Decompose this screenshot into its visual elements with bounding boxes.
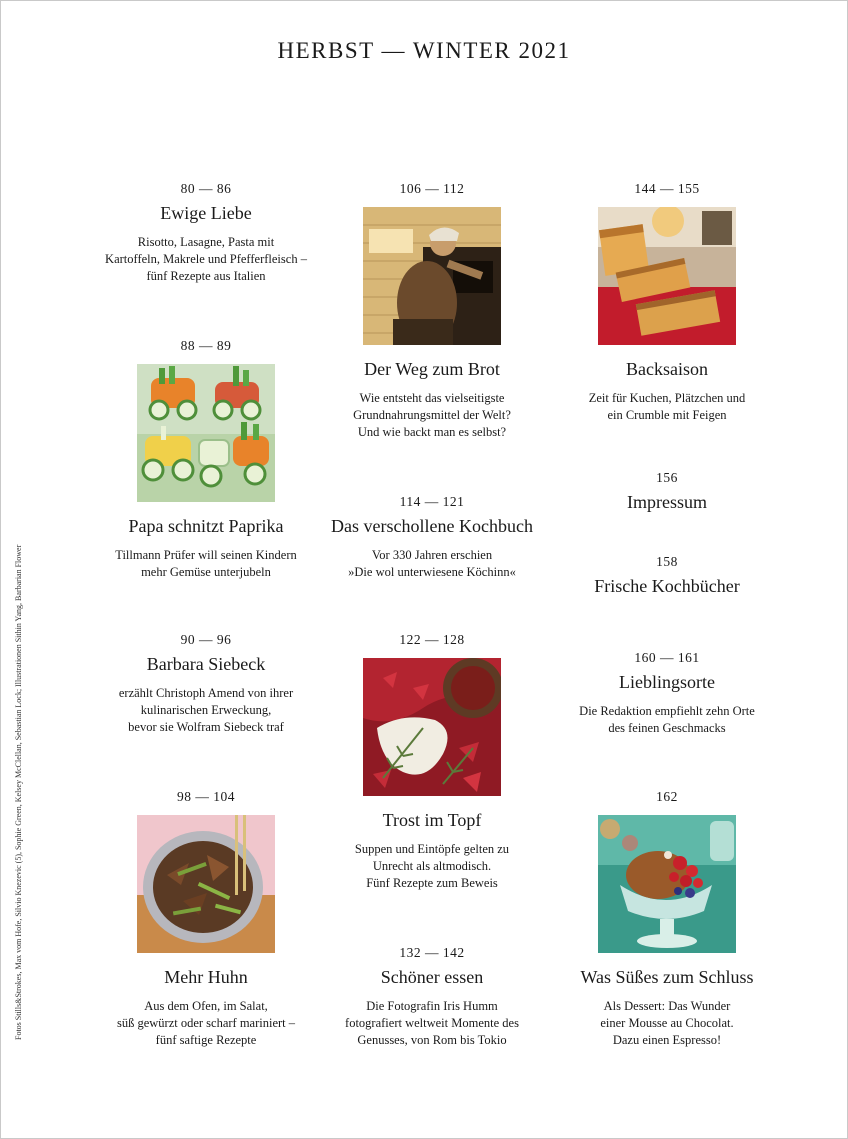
article-title: Backsaison xyxy=(626,359,708,379)
toc-entry-ewige-liebe[interactable] xyxy=(86,181,326,285)
article-title: Was Süßes zum Schluss xyxy=(580,967,754,987)
page-range: 162 xyxy=(656,789,678,804)
page-range: 156 xyxy=(656,470,678,485)
photo-credits: Fotos Stills&Strokes, Max vom Hofe, Silvio Knezevic (5), Sophie Green, Kelsey McClellan, Sebastian Lock; Illustrationen Sithin Yang, Barbarian Flower xyxy=(14,544,23,1040)
toc-entry-lieblingsorte[interactable] xyxy=(547,650,787,737)
article-description: Die Redaktion empfiehlt zehn Orte des feinen Geschmacks xyxy=(579,704,755,735)
toc-entry-was-suesses-zum-schluss[interactable] xyxy=(547,789,787,1049)
toc-entry-der-weg-zum-brot[interactable] xyxy=(312,181,552,441)
toc-entry-das-verschollene-kochbuch[interactable] xyxy=(312,494,552,581)
article-description: Die Fotografin Iris Humm fotografiert weltweit Momente des Genusses, von Rom bis Tokio xyxy=(345,999,519,1047)
issue-title: HERBST — WINTER 2021 xyxy=(277,38,571,63)
article-title: Trost im Topf xyxy=(382,810,482,830)
beetroot-stew-photo xyxy=(363,658,501,796)
page-range: 114 — 121 xyxy=(399,494,465,509)
page-range: 158 xyxy=(656,554,678,569)
article-description: Zeit für Kuchen, Plätzchen und ein Crumble mit Feigen xyxy=(588,391,746,422)
page-range: 160 — 161 xyxy=(634,650,700,665)
toc-entry-mehr-huhn[interactable] xyxy=(86,789,326,1049)
page-range: 80 — 86 xyxy=(180,181,232,196)
page-range: 106 — 112 xyxy=(399,181,465,196)
toc-entry-impressum[interactable] xyxy=(547,470,787,513)
toc-entry-trost-im-topf[interactable] xyxy=(312,632,552,892)
dessert-cup-photo xyxy=(598,815,736,953)
page-range: 122 — 128 xyxy=(399,632,465,647)
article-title: Lieblingsorte xyxy=(619,672,715,692)
toc-entry-frische-kochbuecher[interactable] xyxy=(547,554,787,597)
article-description: Wie entsteht das vielseitigste Grundnahrungsmittel der Welt? Und wie backt man es selbst? xyxy=(353,391,511,439)
article-title: Der Weg zum Brot xyxy=(364,359,500,379)
article-title: Barbara Siebeck xyxy=(146,654,266,674)
article-description: Aus dem Ofen, im Salat, süß gewürzt oder scharf mariniert – fünf saftige Rezepte xyxy=(116,999,296,1047)
article-description: Suppen und Eintöpfe gelten zu Unrecht als altmodisch. Fünf Rezepte zum Beweis xyxy=(354,842,510,890)
article-description: erzählt Christoph Amend von ihrer kulinarischen Erweckung, bevor sie Wolfram Siebeck traf xyxy=(118,686,294,734)
cake-slices-photo xyxy=(598,207,736,345)
page-range: 88 — 89 xyxy=(180,338,232,353)
toc-entry-schoener-essen[interactable] xyxy=(312,945,552,1049)
chicken-tray-photo xyxy=(137,815,275,953)
article-title: Impressum xyxy=(627,492,707,512)
page-range: 98 — 104 xyxy=(177,789,235,804)
vegetable-cars-illustration xyxy=(137,364,275,502)
page-range: 144 — 155 xyxy=(634,181,700,196)
article-description: Tillmann Prüfer will seinen Kindern mehr Gemüse unterjubeln xyxy=(115,548,297,579)
toc-entry-backsaison[interactable] xyxy=(547,181,787,424)
article-title: Ewige Liebe xyxy=(160,203,252,223)
toc-entry-barbara-siebeck[interactable] xyxy=(86,632,326,736)
article-title: Schöner essen xyxy=(380,967,484,987)
article-title: Frische Kochbücher xyxy=(594,576,740,596)
toc-entry-papa-schnitzt-paprika[interactable] xyxy=(86,338,326,581)
article-description: Risotto, Lasagne, Pasta mit Kartoffeln, Makrele und Pfefferfleisch – fünf Rezepte aus Italien xyxy=(105,235,307,283)
baker-oven-photo xyxy=(363,207,501,345)
article-title: Das verschollene Kochbuch xyxy=(331,516,533,536)
article-title: Papa schnitzt Paprika xyxy=(128,516,284,536)
article-description: Vor 330 Jahren erschien »Die wol unterwiesene Köchinn« xyxy=(348,548,516,579)
page-range: 90 — 96 xyxy=(180,632,232,647)
article-description: Als Dessert: Das Wunder einer Mousse au Chocolat. Dazu einen Espresso! xyxy=(600,999,734,1047)
page-range: 132 — 142 xyxy=(399,945,465,960)
article-title: Mehr Huhn xyxy=(164,967,248,987)
